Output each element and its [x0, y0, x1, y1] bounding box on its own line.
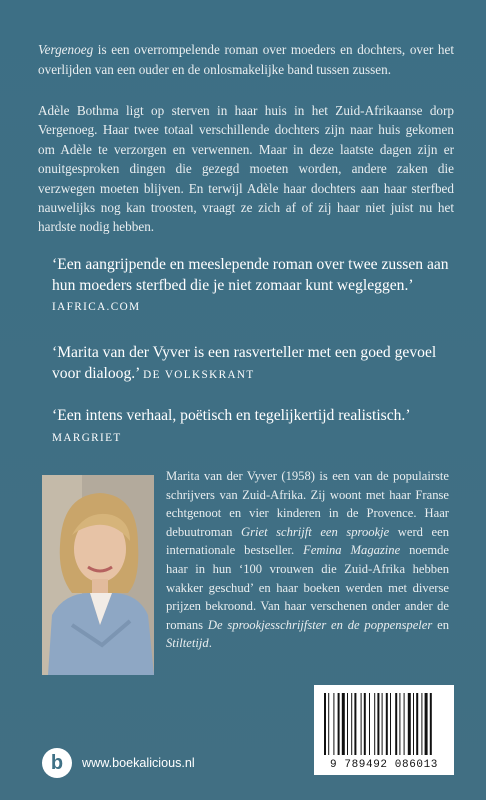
intro-paragraph	[38, 40, 454, 80]
publisher-website-link[interactable]: www.boekalicious.nl	[82, 756, 195, 770]
intro-title: Vergenoeg	[38, 42, 94, 57]
publisher-logo-icon: b	[42, 748, 72, 778]
author-photo	[42, 475, 154, 675]
quote-source: DE VOLKSKRANT	[143, 368, 255, 381]
quote-text: ‘Een intens verhaal, poëtisch en tegelijkertijd realistisch.’	[52, 407, 410, 424]
bio-text: .	[208, 636, 212, 651]
bio-book-title: De sprookjesschrijfster en de poppenspeler	[207, 617, 433, 632]
author-portrait-image	[42, 475, 154, 675]
bio-text: Marita van der Vyver (1958) is een van de populairste schrijvers van Zuid-Afrika. Zij woont met haar Franse echtgenoot en vier kinderen in de Provence. Haar debuutroman	[166, 469, 449, 539]
quote-text: ‘Marita van der Vyver is een rasverteller met een goed gevoel voor dialoog.’	[52, 344, 437, 382]
bio-text: noemde haar in hun ‘100 vrouwen die Zuid-Afrika hebben wakker geschud’ en haar boeken werden met diverse prijzen bekroond. Van haar verschenen onder ander de romans	[166, 543, 450, 632]
quote-source: MARGRIET	[52, 431, 122, 444]
publisher-block	[42, 748, 195, 778]
bio-book-title: Stiltetijd	[166, 636, 209, 651]
review-quote	[52, 406, 452, 448]
isbn-barcode	[314, 685, 454, 775]
review-quote	[52, 255, 452, 318]
bio-book-title: Griet schrijft een sprookje	[241, 524, 390, 539]
bio-text: en	[432, 617, 449, 632]
review-quote	[52, 343, 452, 385]
isbn-number: 9 789492 086013	[329, 759, 439, 771]
quote-source: IAFRICA.COM	[52, 301, 141, 313]
author-bio	[166, 467, 449, 653]
synopsis-paragraph: Adèle Bothma ligt op sterven in haar huis in het Zuid-Afrikaanse dorp Vergenoeg. Haar twee totaal verschillende dochters zijn naar huis gekomen om Adèle te verzorgen en verwennen. Maar in deze laatste dagen zijn er onuitgesproken dingen die gezegd moeten worden, andere zaken die verzwegen moeten blijven. En terwijl Adèle haar dochters aan haar sterfbed nauwelijks nog kan troosten, vraagt ze zich af of zij haar niet juist nu het hardste nodig hebben.	[38, 103, 454, 235]
bio-magazine-title: Femina Magazine	[303, 543, 401, 558]
intro-text: is een overrompelende roman over moeders en dochters, over het overlijden van een ouder en de onlosmakelijke band tussen zussen.	[38, 42, 454, 77]
bio-text: werd een internationale bestseller.	[166, 524, 449, 558]
quote-text: ‘Een aangrijpende en meeslepende roman over twee zussen aan hun moeders sterfbed die je niet zomaar kunt wegleggen.’	[52, 256, 449, 294]
